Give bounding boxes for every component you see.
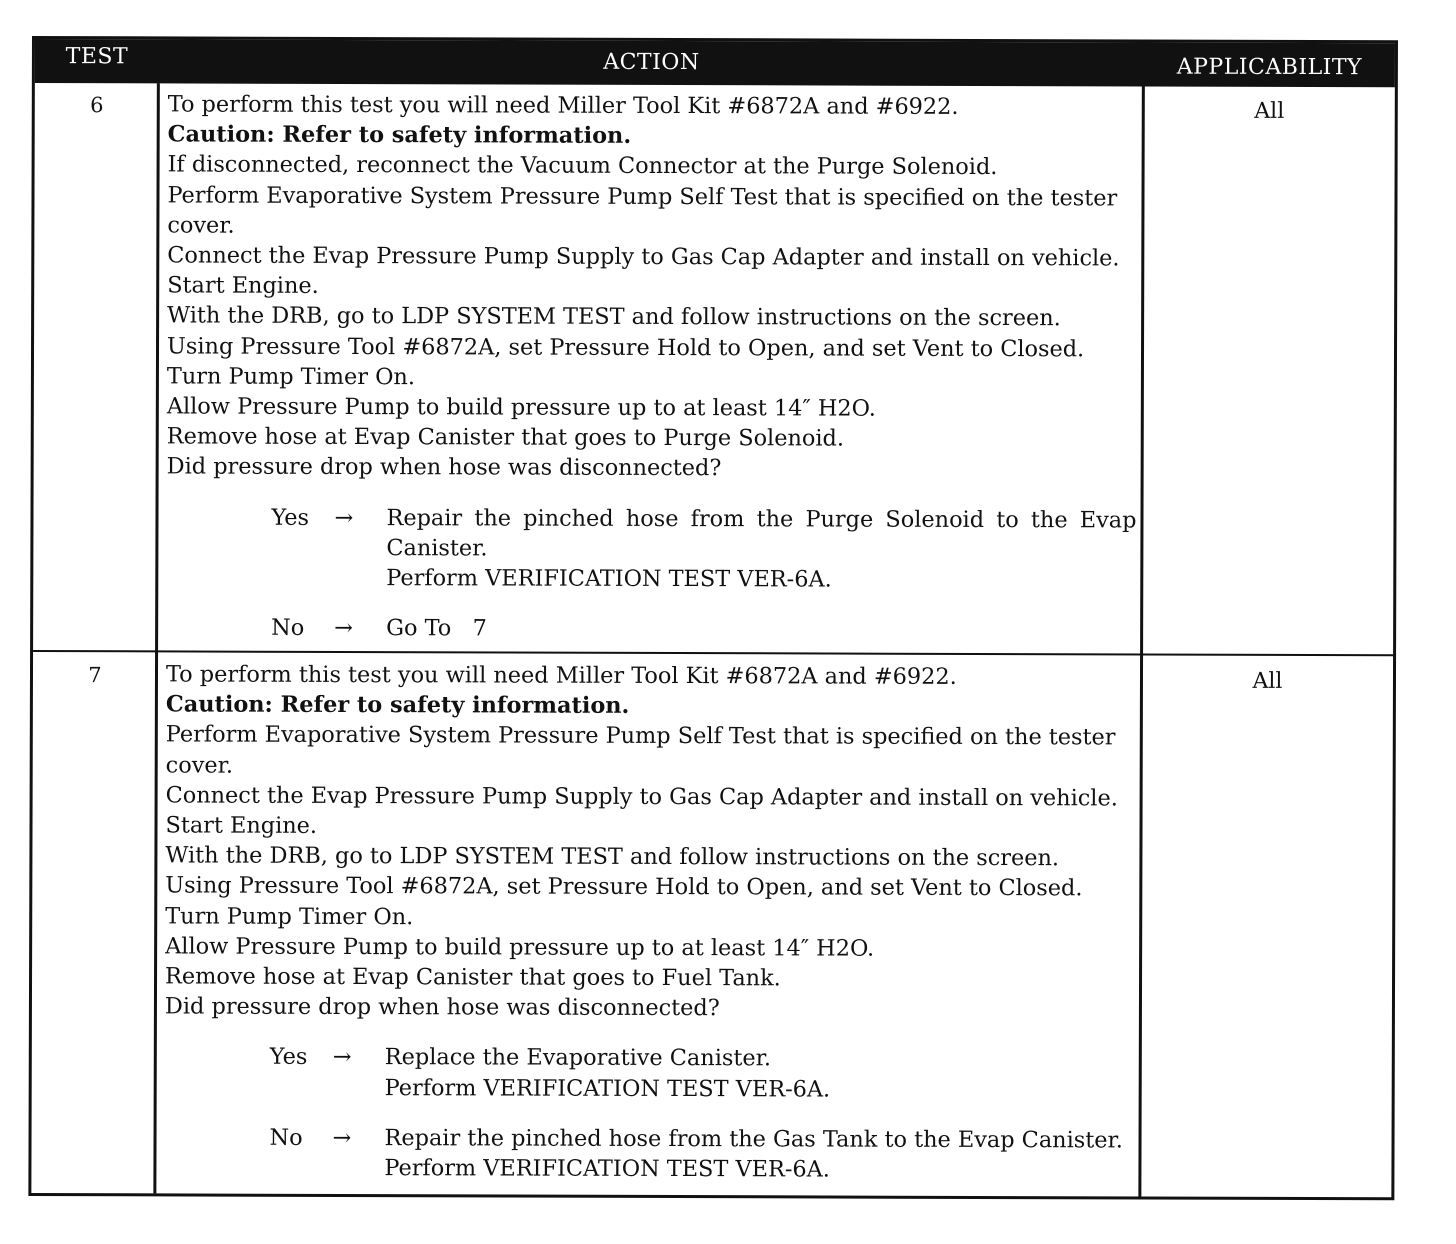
outcome-text: Repair the pinched hose from the Purge Solenoid to the Evap Canister. <box>386 504 1137 562</box>
outcome-label: Yes <box>271 504 310 531</box>
step-text: Perform Evaporative System Pressure Pump Self Test that is specified on the tester cover. <box>165 721 1116 779</box>
question-text: Did pressure drop when hose was disconnected? <box>166 453 722 482</box>
step-text: Allow Pressure Pump to build pressure up to at least 14″ H2O. <box>165 933 875 962</box>
outcome-label: No <box>269 1124 303 1151</box>
step-text: Start Engine. <box>167 272 319 300</box>
step-text: Using Pressure Tool #6872A, set Pressure Hold to Open, and set Vent to Closed. <box>166 333 1085 362</box>
outcome-text: Replace the Evaporative Canister. <box>384 1044 772 1072</box>
step-text: Start Engine. <box>165 812 318 839</box>
right-arrow-icon: → <box>334 504 354 531</box>
outcome-text: Repair the pinched hose from the Gas Tank to the Evap Canister. <box>384 1124 1123 1154</box>
outcome-no <box>166 613 1136 646</box>
action-cell <box>166 89 1138 645</box>
right-arrow-icon: → <box>332 1044 352 1071</box>
step-text: Turn Pump Timer On. <box>165 903 414 930</box>
step-text: Turn Pump Timer On. <box>166 363 416 391</box>
outcome-text: Perform VERIFICATION TEST VER-6A. <box>384 1155 830 1183</box>
test-number: 6 <box>90 93 104 118</box>
outcome-label: Yes <box>269 1044 308 1071</box>
step-text: With the DRB, go to LDP SYSTEM TEST and follow instructions on the screen. <box>167 302 1061 332</box>
step-text: To perform this test you will need Miller Tool Kit #6872A and #6922. <box>165 661 957 690</box>
outcome-no <box>164 1122 1134 1185</box>
header-test: TEST <box>65 44 129 70</box>
caution-text: Caution: Refer to safety information. <box>167 121 632 150</box>
outcome-label: No <box>271 615 305 642</box>
action-cell <box>164 659 1136 1185</box>
applicability-value: All <box>1252 668 1283 694</box>
right-arrow-icon: → <box>334 615 353 642</box>
applicability-value: All <box>1254 98 1285 124</box>
step-text: To perform this test you will need Miller Tool Kit #6872A and #6922. <box>167 91 959 120</box>
outcome-yes <box>165 1042 1135 1105</box>
step-text: With the DRB, go to LDP SYSTEM TEST and follow instructions on the screen. <box>165 842 1060 872</box>
step-text: Remove hose at Evap Canister that goes to Purge Solenoid. <box>166 423 845 452</box>
header-applicability: APPLICABILITY <box>1176 54 1363 81</box>
step-text: If disconnected, reconnect the Vacuum Connector at the Purge Solenoid. <box>167 151 998 181</box>
test-number: 7 <box>88 663 102 688</box>
outcome-text: Go To 7 <box>386 615 487 642</box>
step-text: Perform Evaporative System Pressure Pump Self Test that is specified on the tester cover. <box>167 182 1118 239</box>
table-row <box>33 83 1395 655</box>
caution-text: Caution: Refer to safety information. <box>165 691 630 720</box>
table-row <box>31 653 1393 1197</box>
outcome-yes <box>166 502 1136 596</box>
step-text: Remove hose at Evap Canister that goes to Fuel Tank. <box>165 963 781 992</box>
header-action: ACTION <box>603 49 700 76</box>
step-text: Connect the Evap Pressure Pump Supply to Gas Cap Adapter and install on vehicle. <box>167 242 1120 272</box>
step-text: Allow Pressure Pump to build pressure up to at least 14″ H2O. <box>166 393 876 422</box>
step-text: Using Pressure Tool #6872A, set Pressure Hold to Open, and set Vent to Closed. <box>165 872 1083 902</box>
right-arrow-icon: → <box>332 1124 352 1151</box>
step-text: Connect the Evap Pressure Pump Supply to Gas Cap Adapter and install on vehicle. <box>165 782 1118 812</box>
diagnostic-test-table <box>28 36 1398 1200</box>
outcome-text: Perform VERIFICATION TEST VER-6A. <box>384 1074 831 1103</box>
question-text: Did pressure drop when hose was disconnected? <box>164 993 720 1022</box>
outcome-text: Perform VERIFICATION TEST VER-6A. <box>386 565 832 593</box>
table-header <box>35 39 1395 87</box>
